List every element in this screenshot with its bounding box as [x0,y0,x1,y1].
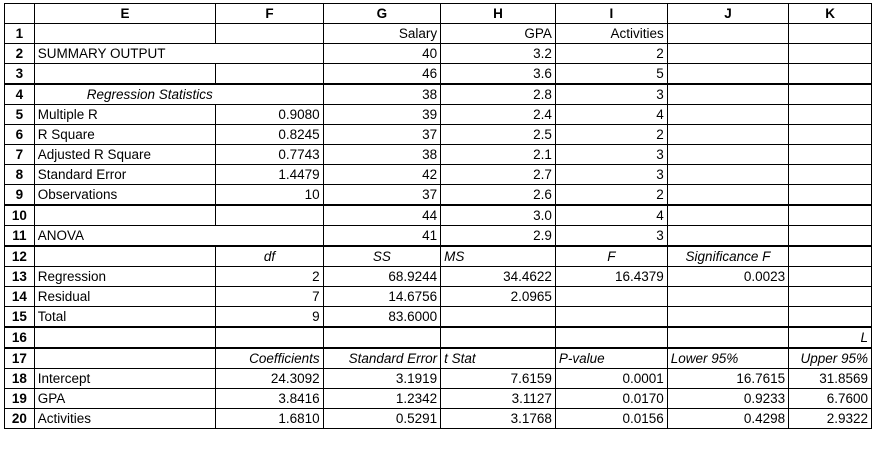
cell-i12[interactable]: F [555,246,667,267]
cell-e4[interactable]: Regression Statistics [34,84,216,105]
cell-h4[interactable]: 2.8 [441,84,556,105]
sheet-row-17 [5,348,872,369]
cell-e8[interactable]: Standard Error [34,165,216,185]
select-all-corner[interactable] [5,4,35,24]
cell-k4[interactable] [789,84,872,105]
cell-f12[interactable]: df [216,246,323,267]
sheet-row-1 [5,24,872,44]
cell-e7[interactable]: Adjusted R Square [34,145,216,165]
cell-e10[interactable] [34,205,216,226]
cell-f7[interactable]: 0.7743 [216,145,323,165]
cell-h10[interactable]: 3.0 [441,205,556,226]
cell-j14[interactable] [667,287,788,307]
cell-j10[interactable] [667,205,788,226]
sheet-row-9 [5,185,872,206]
cell-f2[interactable] [216,44,323,64]
row-header-4[interactable]: 4 [5,84,35,105]
cell-h9[interactable]: 2.6 [441,185,556,206]
cell-g13[interactable]: 68.9244 [323,267,441,287]
cell-j6[interactable] [667,125,788,145]
column-header-g[interactable]: G [323,4,441,24]
row-header-3[interactable]: 3 [5,64,35,85]
sheet-row-5 [5,105,872,125]
cell-j4[interactable] [667,84,788,105]
cell-g12[interactable]: SS [323,246,441,267]
sheet-row-20 [5,409,872,429]
cell-h16[interactable] [441,327,556,348]
row-header-12[interactable]: 12 [5,246,35,267]
cell-g10[interactable]: 44 [323,205,441,226]
cell-k15[interactable] [789,307,872,328]
cell-j16[interactable] [667,327,788,348]
cell-e2[interactable]: SUMMARY OUTPUT [34,44,216,64]
cell-h8[interactable]: 2.7 [441,165,556,185]
cell-e5[interactable]: Multiple R [34,105,216,125]
cell-k18[interactable]: 31.8569 [789,369,872,389]
sheet-row-2 [5,44,872,64]
cell-e17[interactable] [34,348,216,369]
cell-j12[interactable]: Significance F [667,246,788,267]
cell-j11[interactable] [667,226,788,247]
row-header-9[interactable]: 9 [5,185,35,206]
row-header-11[interactable]: 11 [5,226,35,247]
cell-k5[interactable] [789,105,872,125]
row-header-7[interactable]: 7 [5,145,35,165]
cell-k12[interactable] [789,246,872,267]
cell-g2[interactable]: 40 [323,44,441,64]
cell-g15[interactable]: 83.6000 [323,307,441,328]
sheet-row-12 [5,246,872,267]
cell-h17[interactable]: t Stat [441,348,556,369]
spreadsheet-grid [4,3,872,429]
cell-e13[interactable]: Regression [34,267,216,287]
cell-h3[interactable]: 3.6 [441,64,556,85]
cell-g14[interactable]: 14.6756 [323,287,441,307]
cell-f11[interactable] [216,226,323,247]
sheet-row-18 [5,369,872,389]
cell-g5[interactable]: 39 [323,105,441,125]
cell-f9[interactable]: 10 [216,185,323,206]
cell-g7[interactable]: 38 [323,145,441,165]
column-header-k[interactable]: K [789,4,872,24]
sheet-row-7 [5,145,872,165]
row-header-2[interactable]: 2 [5,44,35,64]
cell-k7[interactable] [789,145,872,165]
cell-h5[interactable]: 2.4 [441,105,556,125]
column-header-f[interactable]: F [216,4,323,24]
cell-i3[interactable]: 5 [555,64,667,85]
cell-k1[interactable] [789,24,872,44]
sheet-row-16 [5,327,872,348]
cell-i7[interactable]: 3 [555,145,667,165]
cell-g3[interactable]: 46 [323,64,441,85]
cell-j7[interactable] [667,145,788,165]
cell-k9[interactable] [789,185,872,206]
row-header-19[interactable]: 19 [5,389,35,409]
cell-h18[interactable]: 7.6159 [441,369,556,389]
cell-h7[interactable]: 2.1 [441,145,556,165]
cell-g20[interactable]: 0.5291 [323,409,441,429]
row-header-13[interactable]: 13 [5,267,35,287]
cell-e9[interactable]: Observations [34,185,216,206]
cell-f5[interactable]: 0.9080 [216,105,323,125]
cell-h15[interactable] [441,307,556,328]
sheet-row-4 [5,84,872,105]
sheet-row-19 [5,389,872,409]
cell-j18[interactable]: 16.7615 [667,369,788,389]
cell-k2[interactable] [789,44,872,64]
sheet-row-11 [5,226,872,247]
sheet-row-15 [5,307,872,328]
cell-h14[interactable]: 2.0965 [441,287,556,307]
cell-i15[interactable] [555,307,667,328]
cell-i13[interactable]: 16.4379 [555,267,667,287]
cell-j20[interactable]: 0.4298 [667,409,788,429]
cell-g9[interactable]: 37 [323,185,441,206]
cell-e3[interactable] [34,64,216,85]
cell-g16[interactable] [323,327,441,348]
sheet-row-10 [5,205,872,226]
cell-j5[interactable] [667,105,788,125]
cell-e1[interactable] [34,24,216,44]
cell-e11[interactable]: ANOVA [34,226,216,247]
row-header-18[interactable]: 18 [5,369,35,389]
cell-g8[interactable]: 42 [323,165,441,185]
cell-k19[interactable]: 6.7600 [789,389,872,409]
cell-i1[interactable]: Activities [555,24,667,44]
cell-h1[interactable]: GPA [441,24,556,44]
cell-i14[interactable] [555,287,667,307]
cell-i8[interactable]: 3 [555,165,667,185]
cell-j13[interactable]: 0.0023 [667,267,788,287]
cell-j15[interactable] [667,307,788,328]
cell-i4[interactable]: 3 [555,84,667,105]
cell-i20[interactable]: 0.0156 [555,409,667,429]
cell-h2[interactable]: 3.2 [441,44,556,64]
cell-f10[interactable] [216,205,323,226]
cell-i19[interactable]: 0.0170 [555,389,667,409]
sheet-row-3 [5,64,872,85]
cell-i5[interactable]: 4 [555,105,667,125]
cell-h11[interactable]: 2.9 [441,226,556,247]
cell-e16[interactable] [34,327,216,348]
cell-f3[interactable] [216,64,323,85]
sheet-row-14 [5,287,872,307]
row-header-1[interactable]: 1 [5,24,35,44]
cell-j2[interactable] [667,44,788,64]
cell-i2[interactable]: 2 [555,44,667,64]
cell-f8[interactable]: 1.4479 [216,165,323,185]
cell-h20[interactable]: 3.1768 [441,409,556,429]
cell-e20[interactable]: Activities [34,409,216,429]
cell-k11[interactable] [789,226,872,247]
cell-k3[interactable] [789,64,872,85]
cell-j9[interactable] [667,185,788,206]
cell-e19[interactable]: GPA [34,389,216,409]
cell-j8[interactable] [667,165,788,185]
cell-h12[interactable]: MS [441,246,556,267]
cell-g17[interactable]: Standard Error [323,348,441,369]
cell-f4[interactable] [216,84,323,105]
cell-k17[interactable]: Upper 95% [789,348,872,369]
cell-f20[interactable]: 1.6810 [216,409,323,429]
row-header-15[interactable]: 15 [5,307,35,328]
cell-h6[interactable]: 2.5 [441,125,556,145]
cell-k6[interactable] [789,125,872,145]
cell-k16[interactable]: L [789,327,872,348]
cell-j1[interactable] [667,24,788,44]
cell-g19[interactable]: 1.2342 [323,389,441,409]
cell-f14[interactable]: 7 [216,287,323,307]
sheet-row-6 [5,125,872,145]
row-header-20[interactable]: 20 [5,409,35,429]
cell-e14[interactable]: Residual [34,287,216,307]
row-header-17[interactable]: 17 [5,348,35,369]
cell-e12[interactable] [34,246,216,267]
cell-f16[interactable] [216,327,323,348]
sheet-body [5,24,872,429]
cell-i11[interactable]: 3 [555,226,667,247]
cell-e6[interactable]: R Square [34,125,216,145]
cell-f13[interactable]: 2 [216,267,323,287]
row-header-5[interactable]: 5 [5,105,35,125]
row-header-14[interactable]: 14 [5,287,35,307]
cell-j17[interactable]: Lower 95% [667,348,788,369]
cell-i18[interactable]: 0.0001 [555,369,667,389]
cell-i10[interactable]: 4 [555,205,667,226]
cell-g1[interactable]: Salary [323,24,441,44]
cell-g18[interactable]: 3.1919 [323,369,441,389]
cell-i16[interactable] [555,327,667,348]
cell-g4[interactable]: 38 [323,84,441,105]
row-header-6[interactable]: 6 [5,125,35,145]
column-header-h[interactable]: H [441,4,556,24]
cell-f17[interactable]: Coefficients [216,348,323,369]
cell-h13[interactable]: 34.4622 [441,267,556,287]
cell-f6[interactable]: 0.8245 [216,125,323,145]
cell-i6[interactable]: 2 [555,125,667,145]
cell-i17[interactable]: P-value [555,348,667,369]
cell-k13[interactable] [789,267,872,287]
row-header-16[interactable]: 16 [5,327,35,348]
column-header-i[interactable]: I [555,4,667,24]
row-header-10[interactable]: 10 [5,205,35,226]
cell-h19[interactable]: 3.1127 [441,389,556,409]
cell-g6[interactable]: 37 [323,125,441,145]
cell-k8[interactable] [789,165,872,185]
cell-e15[interactable]: Total [34,307,216,328]
cell-f18[interactable]: 24.3092 [216,369,323,389]
column-header-row [5,4,872,24]
cell-k14[interactable] [789,287,872,307]
cell-f15[interactable]: 9 [216,307,323,328]
cell-g11[interactable]: 41 [323,226,441,247]
column-header-e[interactable]: E [34,4,216,24]
cell-e18[interactable]: Intercept [34,369,216,389]
sheet-row-13 [5,267,872,287]
row-header-8[interactable]: 8 [5,165,35,185]
cell-k20[interactable]: 2.9322 [789,409,872,429]
cell-k10[interactable] [789,205,872,226]
cell-i9[interactable]: 2 [555,185,667,206]
column-header-j[interactable]: J [667,4,788,24]
cell-j19[interactable]: 0.9233 [667,389,788,409]
cell-j3[interactable] [667,64,788,85]
cell-f19[interactable]: 3.8416 [216,389,323,409]
sheet-row-8 [5,165,872,185]
cell-f1[interactable] [216,24,323,44]
